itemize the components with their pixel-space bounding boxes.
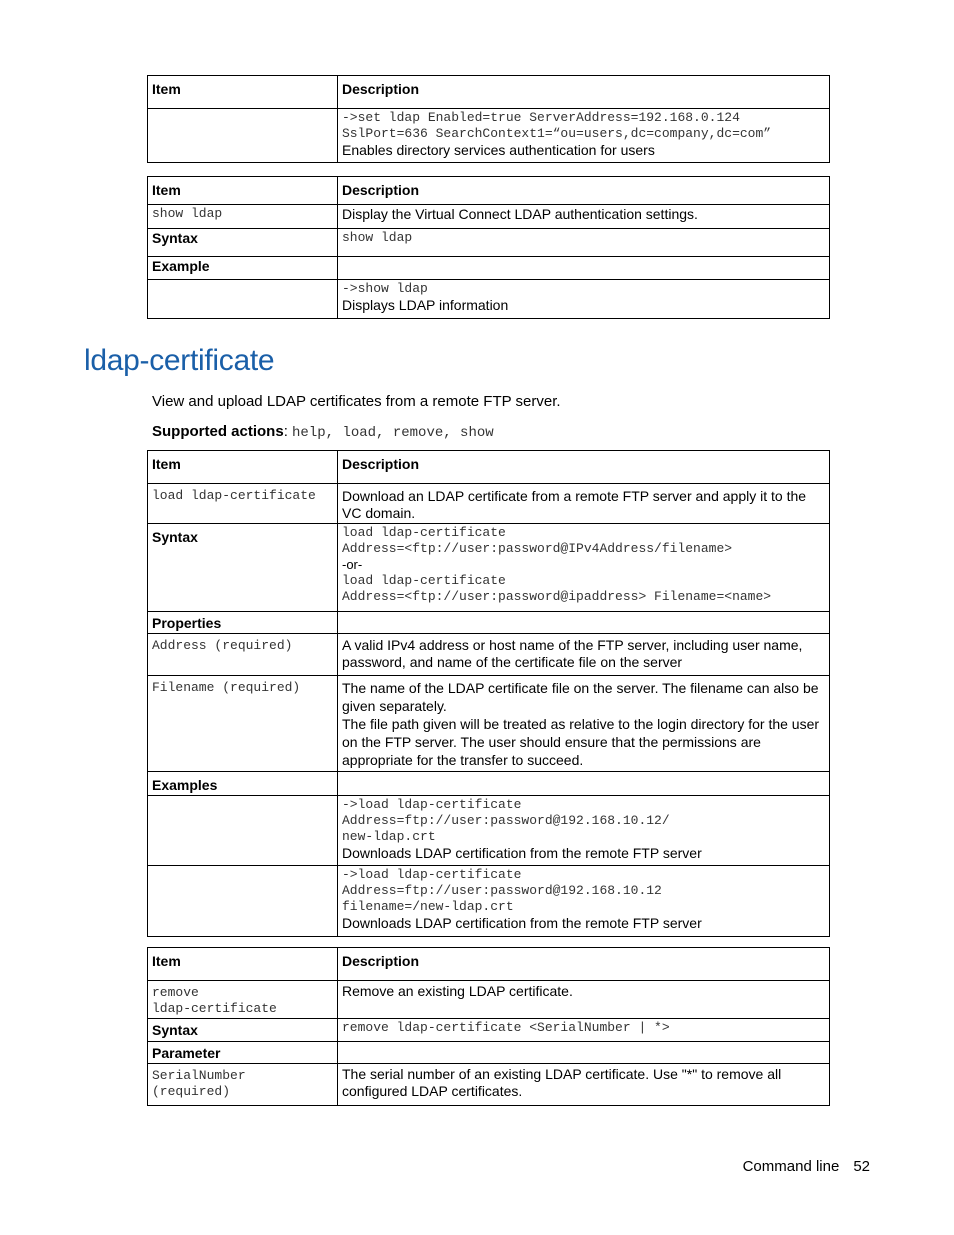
parameter-label: Parameter (148, 1042, 338, 1064)
property-address-description: A valid IPv4 address or host name of the FTP server, including user name, password, and name of the certificate file on the server (338, 634, 830, 676)
example-cell (338, 280, 830, 319)
syntax-or: -or- (342, 557, 363, 572)
syntax-value: remove ldap-certificate <SerialNumber | *> (338, 1019, 830, 1042)
example-code-line: ->load ldap-certificate (342, 797, 522, 812)
syntax-value: show ldap (338, 229, 830, 257)
command-line: remove (152, 985, 199, 1000)
property-filename-description (338, 676, 830, 772)
example-cell (338, 796, 830, 866)
filename-description-1: The name of the LDAP certificate file on the server. The filename can also be given separately. (342, 680, 819, 714)
supported-actions-separator: : (283, 423, 293, 440)
property-filename: Filename (required) (148, 676, 338, 772)
example-code-line: ->load ldap-certificate (342, 867, 522, 882)
header-item: Item (148, 451, 338, 484)
example-description: Displays LDAP information (342, 297, 509, 313)
command-description: Display the Virtual Connect LDAP authentication settings. (338, 205, 830, 229)
syntax-label: Syntax (148, 1019, 338, 1042)
syntax-code-line: load ldap-certificate (342, 573, 506, 588)
empty-cell (338, 612, 830, 634)
page-footer (743, 1158, 870, 1175)
header-description: Description (338, 177, 830, 205)
command-description: Remove an existing LDAP certificate. (338, 981, 830, 1019)
header-item: Item (148, 76, 338, 109)
properties-label: Properties (148, 612, 338, 634)
parameter-line: (required) (152, 1084, 231, 1099)
empty-cell (338, 257, 830, 280)
example-code-line: new-ldap.crt (342, 829, 436, 844)
header-description: Description (338, 451, 830, 484)
remove-ldap-certificate-table (147, 947, 830, 1106)
example-code-line: ->set ldap Enabled=true ServerAddress=192.168.0.124 (342, 110, 740, 125)
example-code-line: Address=ftp://user:password@192.168.10.12 (342, 883, 662, 898)
syntax-code-line: Address=<ftp://user:password@ipaddress> Filename=<name> (342, 589, 772, 604)
supported-actions-label: Supported actions (152, 423, 284, 440)
parameter-cell (148, 1064, 338, 1106)
example-code-line: SslPort=636 SearchContext1=“ou=users,dc=company,dc=com” (342, 126, 772, 141)
command-description: Download an LDAP certificate from a remote FTP server and apply it to the VC domain. (338, 484, 830, 524)
set-ldap-table (147, 75, 830, 163)
example-description: Downloads LDAP certification from the remote FTP server (342, 915, 702, 931)
example-description: Downloads LDAP certification from the remote FTP server (342, 845, 702, 861)
header-description: Description (338, 76, 830, 109)
header-item: Item (148, 177, 338, 205)
syntax-cell (338, 524, 830, 612)
property-address: Address (required) (148, 634, 338, 676)
example-label: Example (148, 257, 338, 280)
page-number: 52 (853, 1158, 870, 1175)
example-code-line: ->show ldap (342, 281, 428, 296)
example-cell (338, 866, 830, 937)
syntax-label: Syntax (148, 524, 338, 612)
example-cell (338, 109, 830, 163)
section-title: ldap-certificate (84, 344, 275, 377)
show-ldap-table (147, 176, 830, 319)
empty-cell (338, 772, 830, 796)
command-cell (148, 981, 338, 1019)
section-intro: View and upload LDAP certificates from a remote FTP server. (152, 393, 561, 410)
empty-cell (148, 866, 338, 937)
command-line: ldap-certificate (152, 1001, 277, 1016)
example-code-line: Address=ftp://user:password@192.168.10.12/ (342, 813, 670, 828)
header-item: Item (148, 948, 338, 981)
parameter-line: SerialNumber (152, 1068, 246, 1083)
command-cell: load ldap-certificate (148, 484, 338, 524)
load-ldap-certificate-table (147, 450, 830, 937)
header-description: Description (338, 948, 830, 981)
empty-cell (338, 1042, 830, 1064)
example-description: Enables directory services authentication for users (342, 142, 655, 158)
empty-cell (148, 796, 338, 866)
empty-cell (148, 280, 338, 319)
syntax-code-line: Address=<ftp://user:password@IPv4Address/filename> (342, 541, 733, 556)
supported-actions-list: help, load, remove, show (292, 425, 494, 441)
footer-section: Command line (742, 1158, 840, 1175)
supported-actions (152, 423, 494, 441)
filename-description-2: The file path given will be treated as relative to the login directory for the user on the FTP server. The user should ensure that the permissions are appropriate for the transfer to succeed. (342, 716, 820, 768)
empty-cell (148, 109, 338, 163)
example-code-line: filename=/new-ldap.crt (342, 899, 514, 914)
syntax-label: Syntax (148, 229, 338, 257)
examples-label: Examples (148, 772, 338, 796)
syntax-code-line: load ldap-certificate (342, 525, 506, 540)
parameter-description: The serial number of an existing LDAP certificate. Use "*" to remove all configured LDAP certificates. (338, 1064, 830, 1106)
command-cell: show ldap (148, 205, 338, 229)
